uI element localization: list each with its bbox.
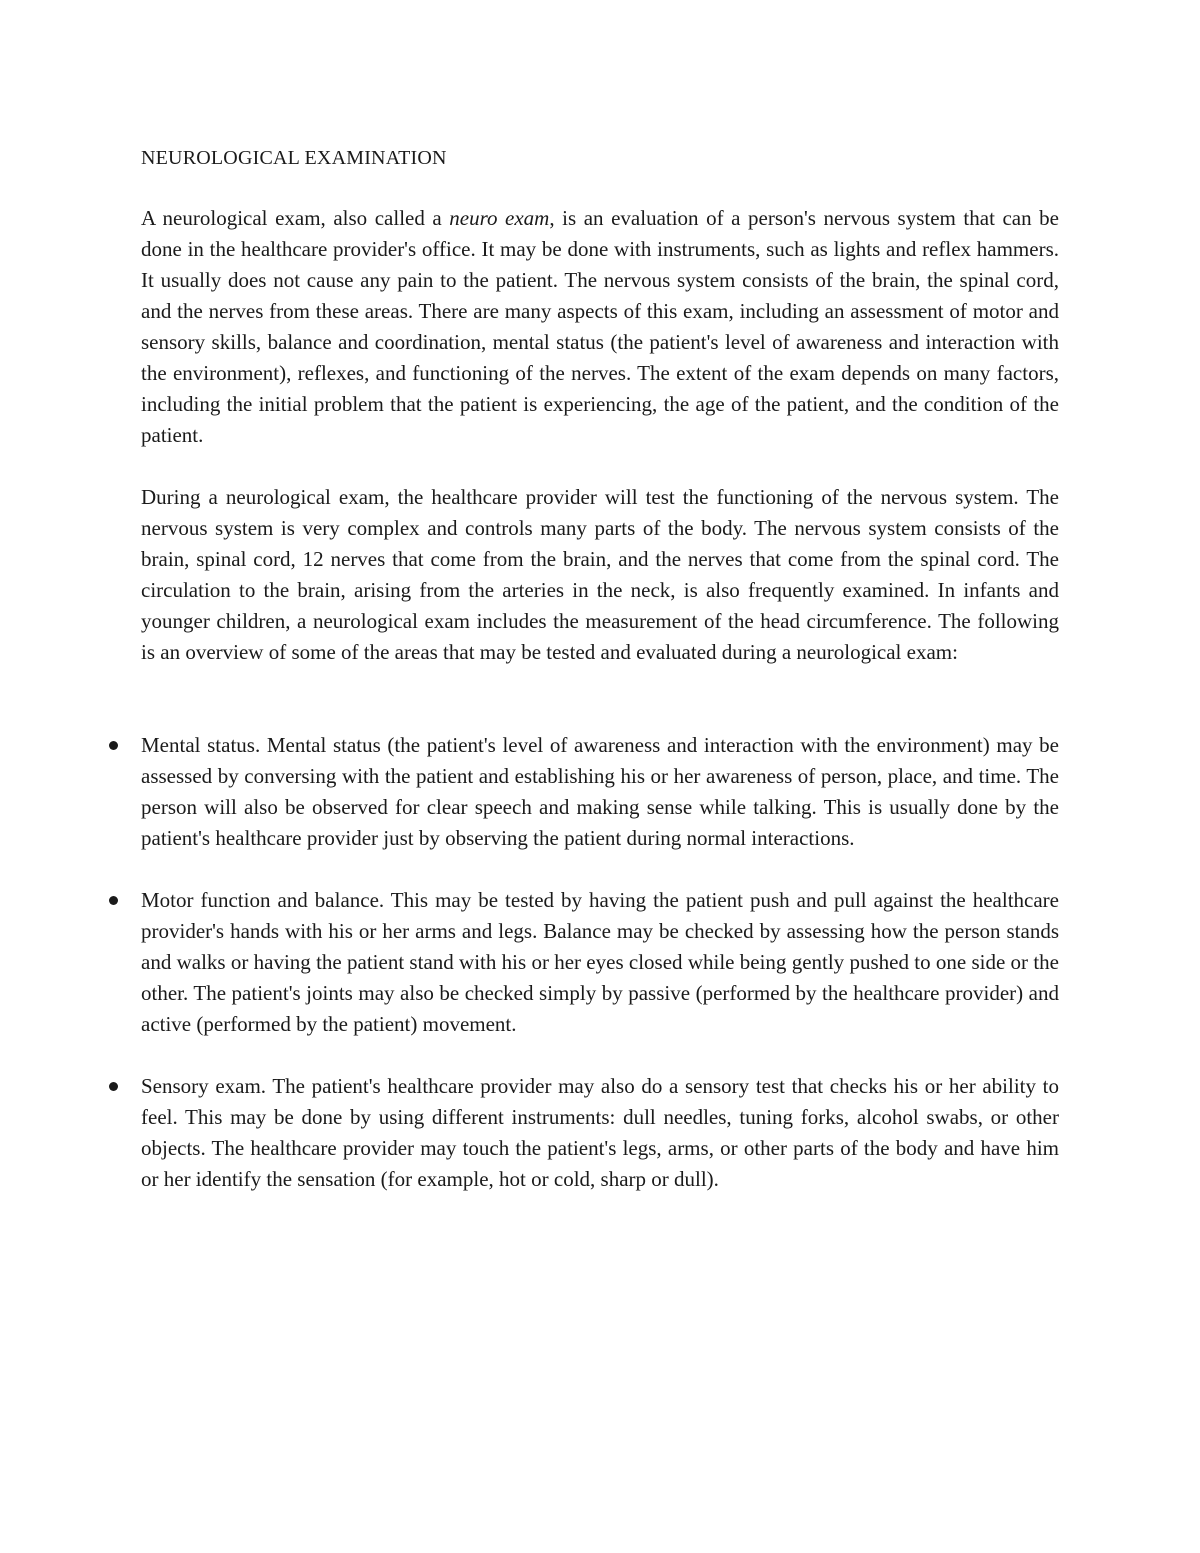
- bullet-icon: [109, 1082, 118, 1091]
- bullet-icon: [109, 741, 118, 750]
- intro-paragraph: [141, 203, 1059, 451]
- intro-italic-term: neuro exam: [449, 206, 550, 230]
- list-item-text: Motor function and balance. This may be tested by having the patient push and pull against the healthcare provider's hands with his or her arms and legs. Balance may be checked by assessing how the person stands and walks or having the patient stand with his or her eyes closed while being gently pushed to one side or the other. The patient's joints may also be checked simply by passive (performed by the healthcare provider) and active (performed by the patient) movement.: [141, 888, 1059, 1036]
- bullet-icon: [109, 896, 118, 905]
- intro-text-start: A neurological exam, also called a: [141, 206, 450, 230]
- list-item-mental-status: [141, 730, 1059, 854]
- document-page: [141, 141, 1059, 1226]
- document-title: NEUROLOGICAL EXAMINATION: [141, 147, 447, 169]
- exam-areas-list: [141, 730, 1059, 1195]
- list-item-motor-function: [141, 885, 1059, 1040]
- list-item-text: Sensory exam. The patient's healthcare provider may also do a sensory test that checks his or her ability to feel. This may be done by using different instruments: dull needles, tuning forks, alcohol swabs, or other objects. The healthcare provider may touch the patient's legs, arms, or other parts of the body and have him or her identify the sensation (for example, hot or cold, sharp or dull).: [141, 1074, 1059, 1191]
- intro-text-end: , is an evaluation of a person's nervous system that can be done in the healthcare provider's office. It may be done with instruments, such as lights and reflex hammers. It usually does not cause any pain to the patient. The nervous system consists of the brain, the spinal cord, and the nerves from these areas. There are many aspects of this exam, including an assessment of motor and sensory skills, balance and coordination, mental status (the patient's level of awareness and interaction with the environment), reflexes, and functioning of the nerves. The extent of the exam depends on many factors, including the initial problem that the patient is experiencing, the age of the patient, and the condition of the patient.: [141, 206, 1059, 447]
- list-item-text: Mental status. Mental status (the patient's level of awareness and interaction with the environment) may be assessed by conversing with the patient and establishing his or her awareness of person, place, and time. The person will also be observed for clear speech and making sense while talking. This is usually done by the patient's healthcare provider just by observing the patient during normal interactions.: [141, 733, 1059, 850]
- list-item-sensory-exam: [141, 1071, 1059, 1195]
- overview-paragraph: During a neurological exam, the healthcare provider will test the functioning of the nervous system. The nervous system is very complex and controls many parts of the body. The nervous system consists of the brain, spinal cord, 12 nerves that come from the brain, and the nerves that come from the spinal cord. The circulation to the brain, arising from the arteries in the neck, is also frequently examined. In infants and younger children, a neurological exam includes the measurement of the head circumference. The following is an overview of some of the areas that may be tested and evaluated during a neurological exam:: [141, 485, 1059, 664]
